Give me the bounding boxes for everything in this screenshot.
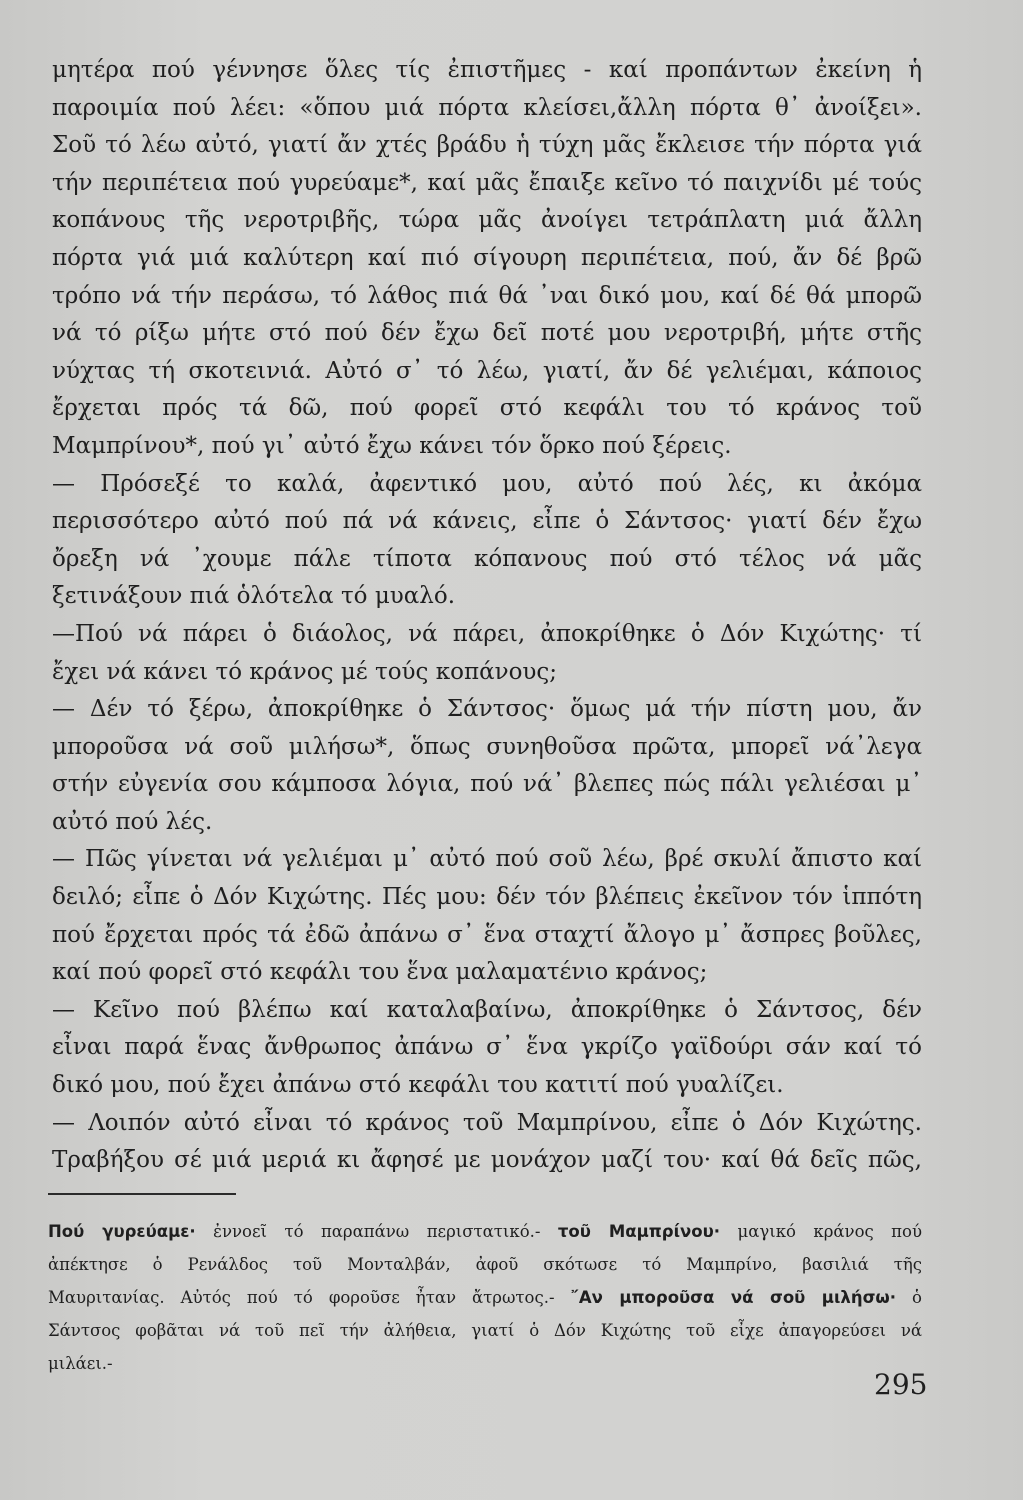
text-line: καί πού φορεῖ στό κεφάλι του ἕνα μαλαματένιο κράνος; <box>52 959 708 986</box>
text-line: — Πρόσεξέ το καλά, ἀφεντικό μου, αὐτό πού λές, κι ἀκόμα <box>52 470 922 497</box>
text-line: Τραβήξου σέ μιά μεριά κι ἄφησέ με μονάχον μαζί του· καί θά δεῖς πῶς, <box>52 1147 922 1174</box>
text-line: κοπάνους τῆς νεροτριβῆς, τώρα μᾶς ἀνοίγει τετράπλατη μιά ἄλλη <box>52 207 922 234</box>
footnote-term: ῎Αν μποροῦσα νά σοῦ μιλήσω· <box>570 1288 897 1307</box>
page-number: 295 <box>874 1368 928 1401</box>
main-text-block <box>52 52 922 1180</box>
text-line: ὄρεξη νά ᾽χουμε πάλε τίποτα κόπανους πού στό τέλος νά μᾶς <box>52 545 922 572</box>
footnotes-block <box>48 1215 922 1380</box>
footnote-term: τοῦ Μαμπρίνου· <box>557 1222 721 1241</box>
footnote-line: Μαυριτανίας. Αὐτός πού τό φοροῦσε ἦταν ἄτρωτος.- ῎Αν μποροῦσα νά σοῦ μιλήσω· ὁ <box>48 1288 922 1307</box>
text-line: — Λοιπόν αὐτό εἶναι τό κράνος τοῦ Μαμπρίνου, εἶπε ὁ Δόν Κιχώτης. <box>52 1109 922 1136</box>
footnote-line: μιλάει.- <box>48 1354 113 1373</box>
text-line: — Κεῖνο πού βλέπω καί καταλαβαίνω, ἀποκρίθηκε ὁ Σάντσος, δέν <box>52 996 922 1023</box>
text-line: ἔρχεται πρός τά δῶ, πού φορεῖ στό κεφάλι του τό κράνος τοῦ <box>52 395 922 422</box>
text-line: πόρτα γιά μιά καλύτερη καί πιό σίγουρη περιπέτεια, πού, ἄν δέ βρῶ <box>52 244 922 271</box>
footnote-line: ἀπέκτησε ὁ Ρενάλδος τοῦ Μονταλβάν, ἀφοῦ σκότωσε τό Μαμπρίνο, βασιλιά τῆς <box>48 1255 922 1274</box>
footnote-line: Πού γυρεύαμε· ἐννοεῖ τό παραπάνω περιστατικό.- τοῦ Μαμπρίνου· μαγικό κράνος πού <box>48 1222 922 1241</box>
text-line: Σοῦ τό λέω αὐτό, γιατί ἄν χτές βράδυ ἡ τύχη μᾶς ἔκλεισε τήν πόρτα γιά <box>52 132 922 159</box>
text-line: τρόπο νά τήν περάσω, τό λάθος πιά θά ᾽ναι δικό μου, καί δέ θά μπορῶ <box>52 282 922 309</box>
footnote-term: Πού γυρεύαμε· <box>48 1222 196 1241</box>
footnote-separator <box>48 1193 236 1195</box>
text-line: μητέρα πού γέννησε ὅλες τίς ἐπιστῆμες - καί προπάντων ἐκείνη ἡ <box>52 57 922 83</box>
text-line: νύχτας τή σκοτεινιά. Αὐτό σ᾽ τό λέω, γιατί, ἄν δέ γελιέμαι, κάποιος <box>52 357 922 384</box>
text-line: δειλό; εἶπε ὁ Δόν Κιχώτης. Πές μου: δέν τόν βλέπεις ἐκεῖνον τόν ἱππότη <box>52 884 922 911</box>
footnote-line: Σάντσος φοβᾶται νά τοῦ πεῖ τήν ἀλήθεια, γιατί ὁ Δόν Κιχώτης τοῦ εἶχε ἀπαγορεύσει νά <box>48 1321 922 1340</box>
text-line: πού ἔρχεται πρός τά ἐδῶ ἀπάνω σ᾽ ἕνα σταχτί ἄλογο μ᾽ ἄσπρες βοῦλες, <box>52 921 922 948</box>
text-line: — Πῶς γίνεται νά γελιέμαι μ᾽ αὐτό πού σοῦ λέω, βρέ σκυλί ἄπιστο καί <box>52 846 922 873</box>
text-line: Μαμπρίνου*, πού γι᾽ αὐτό ἔχω κάνει τόν ὅρκο πού ξέρεις. <box>52 432 732 459</box>
text-line: ξετινάξουν πιά ὁλότελα τό μυαλό. <box>52 583 456 610</box>
text-line: —Πού νά πάρει ὁ διάολος, νά πάρει, ἀποκρίθηκε ὁ Δόν Κιχώτης· τί <box>52 620 922 647</box>
text-line: ἔχει νά κάνει τό κράνος μέ τούς κοπάνους; <box>52 658 558 685</box>
text-line: παροιμία πού λέει: «ὅπου μιά πόρτα κλείσει,ἄλλη πόρτα θ᾽ ἀνοίξει». <box>52 94 922 121</box>
text-line: αὐτό πού λές. <box>52 808 213 835</box>
text-line: εἶναι παρά ἕνας ἄνθρωπος ἀπάνω σ᾽ ἕνα γκρίζο γαϊδούρι σάν καί τό <box>52 1034 922 1061</box>
text-line: μποροῦσα νά σοῦ μιλήσω*, ὅπως συνηθοῦσα πρῶτα, μπορεῖ νά᾽λεγα <box>52 733 922 760</box>
text-line: στήν εὐγενία σου κάμποσα λόγια, πού νά᾽ βλεπες πώς πάλι γελιέσαι μ᾽ <box>52 771 922 798</box>
text-line: περισσότερο αὐτό πού πά νά κάνεις, εἶπε ὁ Σάντσος· γιατί δέν ἔχω <box>52 508 922 535</box>
text-line: νά τό ρίξω μήτε στό πού δέν ἔχω δεῖ ποτέ μου νεροτριβή, μήτε στῆς <box>52 320 922 347</box>
text-line: δικό μου, πού ἔχει ἀπάνω στό κεφάλι του κατιτί πού γυαλίζει. <box>52 1072 784 1099</box>
text-line: — Δέν τό ξέρω, ἀποκρίθηκε ὁ Σάντσος· ὅμως μά τήν πίστη μου, ἄν <box>52 696 922 723</box>
text-line: τήν περιπέτεια πού γυρεύαμε*, καί μᾶς ἔπαιξε κεῖνο τό παιχνίδι μέ τούς <box>52 169 922 196</box>
